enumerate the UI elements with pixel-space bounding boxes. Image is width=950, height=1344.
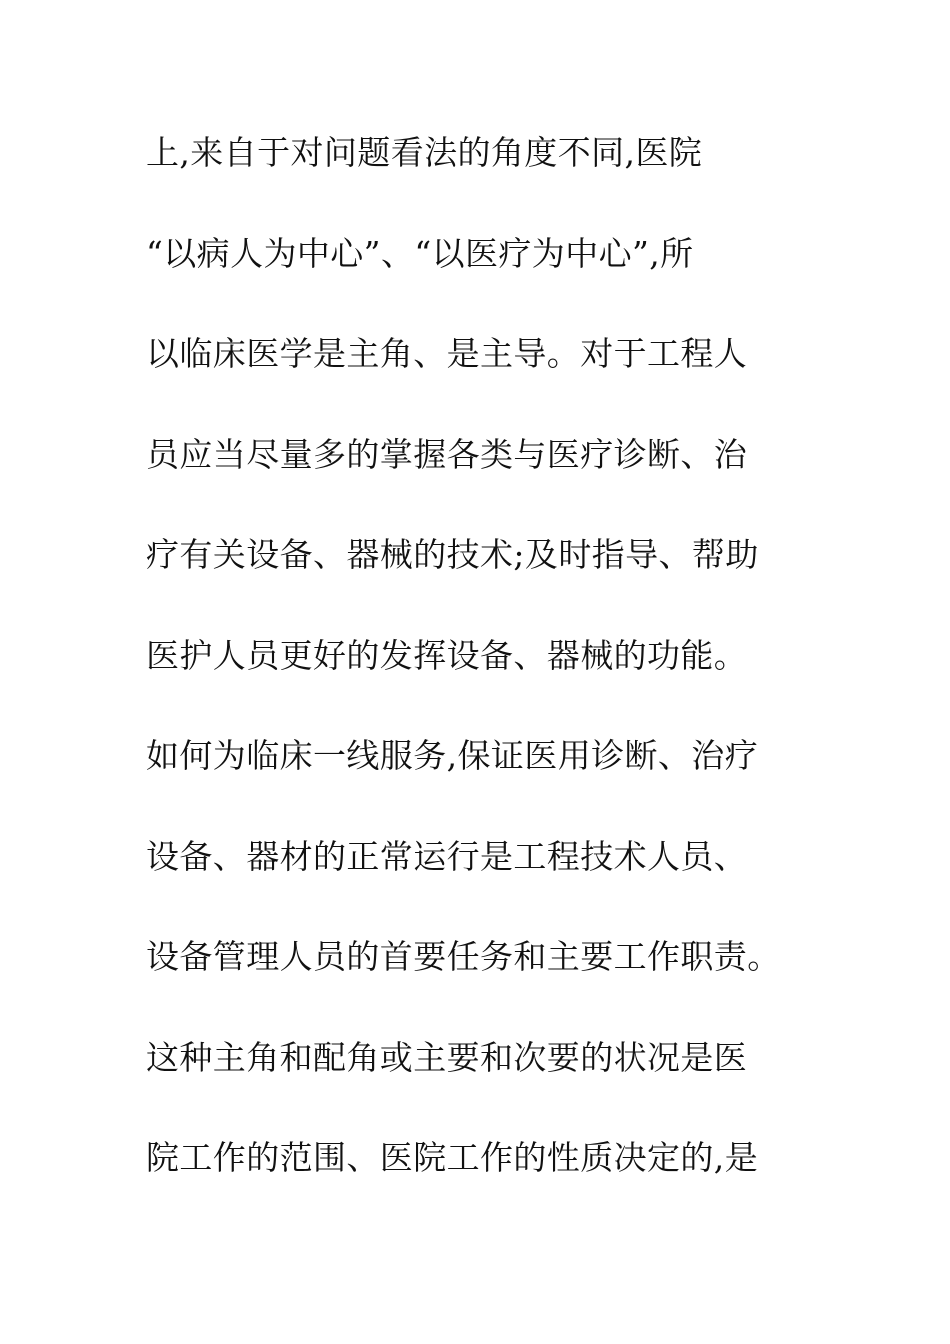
text-line: 上,来自于对问题看法的角度不同,医院 [146,133,703,172]
text-line: 员应当尽量多的掌握各类与医疗诊断、治 [146,434,748,474]
text-line: 设备、器材的正常运行是工程技术人员、 [146,836,748,876]
text-line: 设备管理人员的首要任务和主要工作职责。 [146,937,781,976]
text-line: 这种主角和配角或主要和次要的状况是医 [146,1037,748,1077]
text-line: “以病人为中心”、“以医疗为中心”,所 [146,233,694,273]
text-line: 如何为临床一线服务,保证医用诊断、治疗 [146,736,759,775]
text-line: 医护人员更好的发挥设备、器械的功能。 [146,635,748,675]
body-text [146,124,826,1230]
text-line: 院工作的范围、医院工作的性质决定的,是 [146,1138,759,1177]
text-line: 疗有关设备、器械的技术;及时指导、帮助 [146,535,759,574]
text-line: 以临床医学是主角、是主导。对于工程人 [146,334,748,373]
